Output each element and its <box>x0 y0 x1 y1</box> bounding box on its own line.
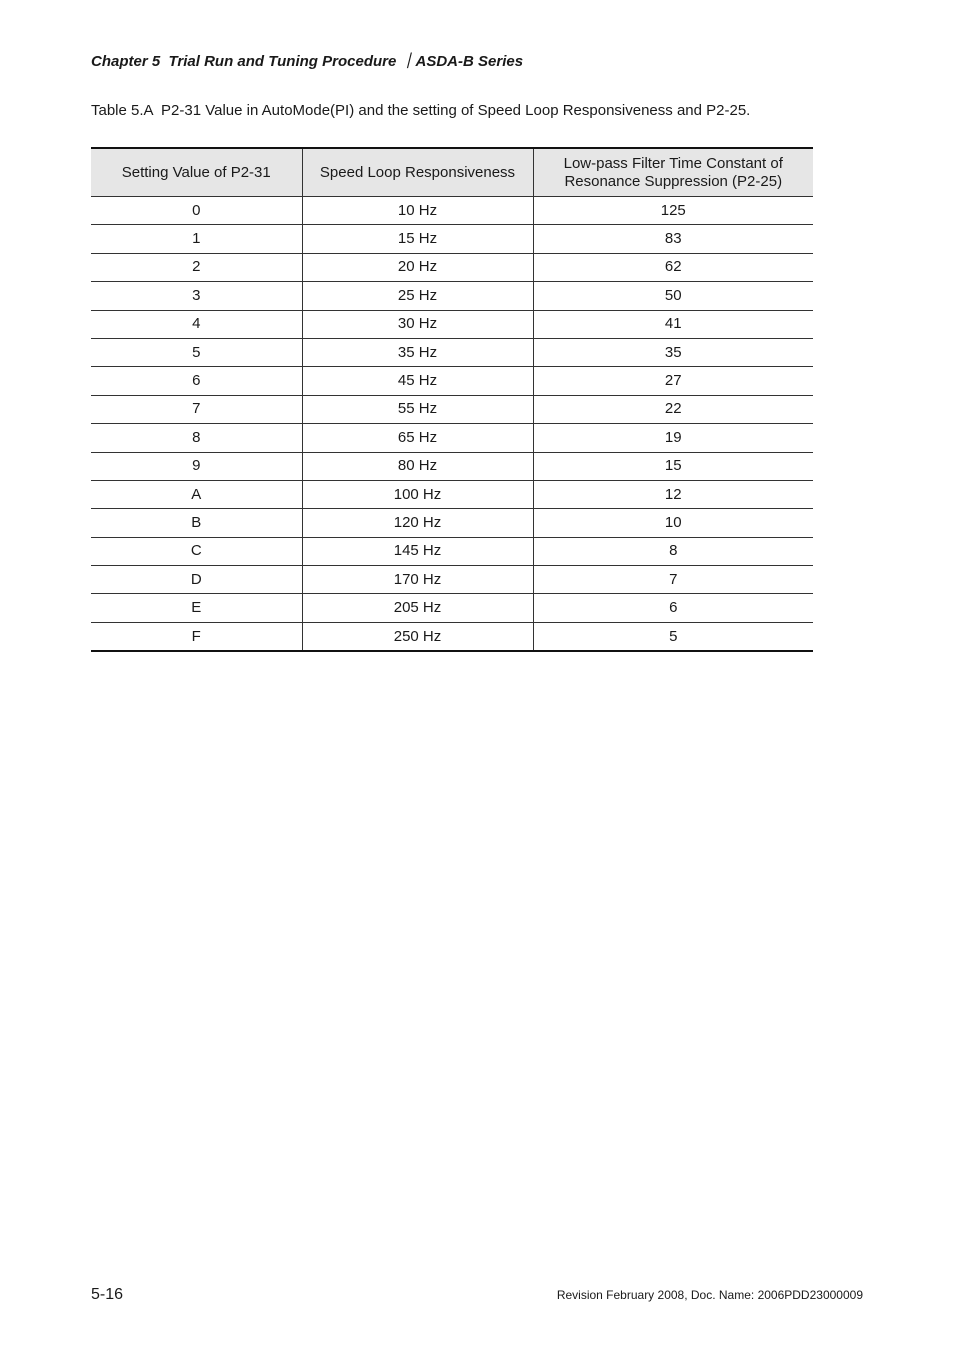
table-row <box>91 594 813 622</box>
chapter-header <box>91 50 523 71</box>
table-body <box>91 197 813 652</box>
cell-filter-constant: 35 <box>533 338 813 366</box>
cell-speed-loop: 65 Hz <box>302 424 533 452</box>
cell-filter-constant: 10 <box>533 509 813 537</box>
cell-setting-value: 4 <box>91 310 302 338</box>
cell-filter-constant: 7 <box>533 566 813 594</box>
cell-speed-loop: 55 Hz <box>302 395 533 423</box>
cell-speed-loop: 205 Hz <box>302 594 533 622</box>
cell-setting-value: F <box>91 622 302 651</box>
p2-31-settings-table <box>91 147 813 652</box>
table-row <box>91 225 813 253</box>
cell-speed-loop: 30 Hz <box>302 310 533 338</box>
table-row <box>91 509 813 537</box>
cell-setting-value: A <box>91 480 302 508</box>
header-separator: ｜ <box>400 53 416 70</box>
cell-speed-loop: 20 Hz <box>302 253 533 281</box>
cell-setting-value: 3 <box>91 282 302 310</box>
cell-speed-loop: 35 Hz <box>302 338 533 366</box>
table-row <box>91 566 813 594</box>
cell-filter-constant: 22 <box>533 395 813 423</box>
table-row <box>91 282 813 310</box>
cell-setting-value: 0 <box>91 197 302 225</box>
cell-setting-value: 8 <box>91 424 302 452</box>
table-row <box>91 622 813 651</box>
cell-filter-constant: 8 <box>533 537 813 565</box>
table-row <box>91 424 813 452</box>
series-name: ASDA-B Series <box>415 53 524 70</box>
cell-setting-value: 6 <box>91 367 302 395</box>
column-header-low-pass-filter: Low-pass Filter Time Constant of Resonance Suppression (P2-25) <box>533 148 813 197</box>
cell-speed-loop: 80 Hz <box>302 452 533 480</box>
cell-filter-constant: 41 <box>533 310 813 338</box>
table-caption: Table 5.A P2-31 Value in AutoMode(PI) and the setting of Speed Loop Responsiveness and P2-25. <box>91 102 751 119</box>
cell-filter-constant: 62 <box>533 253 813 281</box>
table-row <box>91 338 813 366</box>
cell-setting-value: E <box>91 594 302 622</box>
cell-filter-constant: 6 <box>533 594 813 622</box>
page-number: 5-16 <box>91 1286 124 1303</box>
cell-setting-value: 5 <box>91 338 302 366</box>
table-row <box>91 395 813 423</box>
cell-setting-value: B <box>91 509 302 537</box>
cell-filter-constant: 15 <box>533 452 813 480</box>
cell-filter-constant: 5 <box>533 622 813 651</box>
column-header-setting-value: Setting Value of P2-31 <box>91 148 302 197</box>
cell-filter-constant: 125 <box>533 197 813 225</box>
cell-speed-loop: 25 Hz <box>302 282 533 310</box>
cell-speed-loop: 15 Hz <box>302 225 533 253</box>
cell-filter-constant: 83 <box>533 225 813 253</box>
chapter-title: Chapter 5 Trial Run and Tuning Procedure <box>91 53 397 70</box>
cell-filter-constant: 27 <box>533 367 813 395</box>
cell-speed-loop: 10 Hz <box>302 197 533 225</box>
table-row <box>91 480 813 508</box>
table-row <box>91 310 813 338</box>
cell-filter-constant: 50 <box>533 282 813 310</box>
cell-speed-loop: 45 Hz <box>302 367 533 395</box>
table-header-row <box>91 148 813 197</box>
cell-setting-value: 2 <box>91 253 302 281</box>
cell-speed-loop: 170 Hz <box>302 566 533 594</box>
cell-setting-value: 7 <box>91 395 302 423</box>
cell-setting-value: 1 <box>91 225 302 253</box>
cell-speed-loop: 120 Hz <box>302 509 533 537</box>
cell-speed-loop: 100 Hz <box>302 480 533 508</box>
cell-filter-constant: 19 <box>533 424 813 452</box>
cell-speed-loop: 145 Hz <box>302 537 533 565</box>
cell-filter-constant: 12 <box>533 480 813 508</box>
table-row <box>91 367 813 395</box>
cell-speed-loop: 250 Hz <box>302 622 533 651</box>
cell-setting-value: C <box>91 537 302 565</box>
table-row <box>91 537 813 565</box>
revision-note: Revision February 2008, Doc. Name: 2006PDD23000009 <box>556 1288 863 1302</box>
cell-setting-value: D <box>91 566 302 594</box>
table-row <box>91 452 813 480</box>
table-row <box>91 197 813 225</box>
column-header-speed-loop: Speed Loop Responsiveness <box>302 148 533 197</box>
table-row <box>91 253 813 281</box>
cell-setting-value: 9 <box>91 452 302 480</box>
